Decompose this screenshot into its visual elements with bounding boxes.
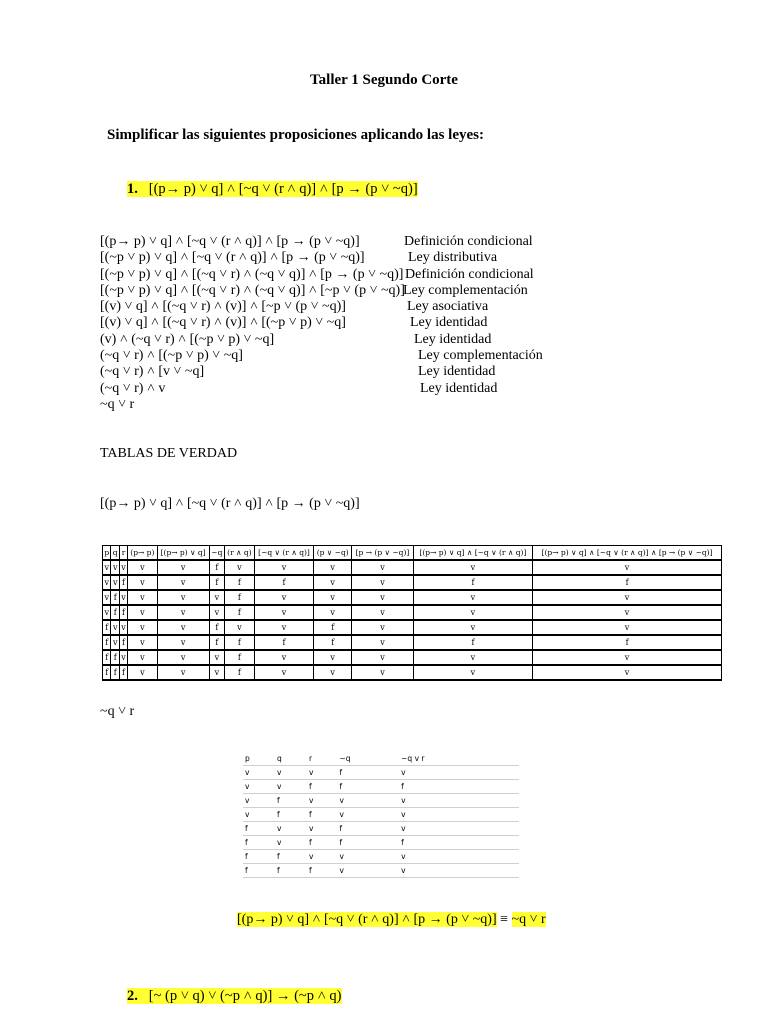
table-cell: v	[157, 620, 209, 635]
table-row	[103, 605, 722, 620]
equivalence-right: ~q ˅ r	[511, 912, 546, 927]
simplification-step: [(v) ˅ q] ˄ [(~q ˅ r) ˄ (v)] ˄ [(~p ˅ p) ˅ ~q]	[100, 315, 346, 331]
table-cell: f	[275, 794, 307, 808]
table-cell: f	[111, 590, 119, 605]
table-cell: v	[119, 560, 127, 575]
table-cell: f	[209, 620, 224, 635]
table-cell: v	[314, 605, 352, 620]
table-cell: v	[111, 635, 119, 650]
truth-table-header-row	[103, 546, 722, 561]
table-cell: v	[254, 590, 313, 605]
table-cell: v	[157, 560, 209, 575]
simplification-steps	[100, 234, 405, 413]
table-cell: v	[157, 650, 209, 665]
table-cell: v	[352, 590, 414, 605]
table-cell: v	[533, 620, 722, 635]
table-cell: v	[337, 864, 399, 878]
table-cell: v	[413, 650, 532, 665]
table-cell: v	[157, 665, 209, 680]
table-row	[243, 850, 519, 864]
table-cell: f	[254, 635, 313, 650]
table-cell: v	[337, 794, 399, 808]
table-cell: f	[224, 635, 254, 650]
law-label: Ley distributiva	[408, 250, 498, 266]
table-cell: v	[352, 635, 414, 650]
table-cell: f	[209, 635, 224, 650]
table-cell: v	[224, 620, 254, 635]
table-cell: v	[254, 560, 313, 575]
table-cell: v	[119, 620, 127, 635]
simplification-step: (~q ˅ r) ˄ [v ˅ ~q]	[100, 364, 205, 380]
table-cell: v	[533, 665, 722, 680]
table-cell: v	[128, 665, 157, 680]
simplified-table-body	[243, 766, 519, 878]
table-cell: v	[314, 650, 352, 665]
table-cell: f	[119, 665, 127, 680]
column-header: [(p→ p) ∨ q] ∧ [~q ∨ (r ∧ q)] ∧ [p → (p ∨ ~q)]	[533, 546, 722, 561]
column-header: p	[103, 546, 111, 561]
table-cell: f	[413, 575, 532, 590]
table-cell: v	[275, 822, 307, 836]
table-cell: v	[103, 560, 111, 575]
column-header: (p ∨ ~q)	[314, 546, 352, 561]
table-cell: f	[209, 575, 224, 590]
table-cell: v	[352, 605, 414, 620]
column-header: ~q	[337, 752, 399, 766]
table-cell: v	[128, 650, 157, 665]
problem-1-highlight	[127, 181, 418, 197]
table-cell: f	[314, 620, 352, 635]
column-header: q	[111, 546, 119, 561]
table-cell: v	[157, 590, 209, 605]
table-row	[103, 620, 722, 635]
table-cell: f	[243, 836, 275, 850]
law-label: Ley identidad	[410, 315, 488, 331]
table-cell: f	[337, 822, 399, 836]
column-header: ~q	[209, 546, 224, 561]
problem-2	[127, 988, 342, 1005]
table-cell: v	[413, 620, 532, 635]
table-cell: f	[275, 850, 307, 864]
table-cell: v	[352, 620, 414, 635]
table-cell: v	[307, 794, 338, 808]
table-cell: v	[399, 864, 519, 878]
table-cell: v	[128, 590, 157, 605]
table-cell: v	[314, 590, 352, 605]
table-cell: v	[352, 650, 414, 665]
equivalence-left: [(p→ p) ˅ q] ˄ [~q ˅ (r ˄ q)] ˄ [p → (p ˅ ~q)]	[237, 912, 497, 927]
column-header: (p→ p)	[128, 546, 157, 561]
table-cell: f	[224, 650, 254, 665]
table-cell: v	[243, 794, 275, 808]
table-cell: v	[243, 766, 275, 780]
table-cell: v	[399, 766, 519, 780]
table-cell: v	[399, 850, 519, 864]
table-cell: f	[119, 605, 127, 620]
table-row	[103, 650, 722, 665]
table-cell: v	[275, 766, 307, 780]
law-label: Ley identidad	[414, 331, 492, 347]
table-cell: v	[352, 560, 414, 575]
table-cell: v	[224, 560, 254, 575]
column-header: p	[243, 752, 275, 766]
table-cell: v	[103, 575, 111, 590]
table-cell: v	[413, 605, 532, 620]
table-cell: f	[119, 575, 127, 590]
simplification-step: [(p→ p) ˅ q] ˄ [~q ˅ (r ˄ q)] ˄ [p → (p ˅ ~q)]	[100, 234, 360, 249]
table-cell: f	[307, 808, 338, 822]
simplification-step: (~q ˅ r) ˄ [(~p ˅ p) ˅ ~q]	[100, 348, 243, 364]
simplification-step: [(~p ˅ p) ˅ q] ˄ [~q ˅ (r ˄ q)] ˄ [p → (p ˅ ~q)]	[100, 250, 365, 266]
table-cell: f	[224, 605, 254, 620]
table-row	[243, 794, 519, 808]
column-header: [p → (p ∨ ~q)]	[352, 546, 414, 561]
column-header: r	[307, 752, 338, 766]
table-cell: f	[111, 605, 119, 620]
truth-table-formula: [(p→ p) ˅ q] ˄ [~q ˅ (r ˄ q)] ˄ [p → (p ˅ ~q)]	[100, 496, 360, 511]
table-cell: f	[275, 808, 307, 822]
table-cell: f	[119, 635, 127, 650]
table-cell: f	[243, 864, 275, 878]
simplification-step: (~q ˅ r) ˄ v	[100, 380, 166, 396]
table-cell: f	[224, 590, 254, 605]
simplification-step: ~q ˅ r	[100, 396, 135, 412]
table-cell: f	[103, 665, 111, 680]
table-cell: v	[103, 590, 111, 605]
table-cell: v	[307, 822, 338, 836]
table-cell: v	[399, 808, 519, 822]
law-label: Definición condicional	[405, 266, 534, 282]
table-cell: v	[209, 590, 224, 605]
simplification-step: [(v) ˅ q] ˄ [(~q ˅ r) ˄ (v)] ˄ [~p ˅ (p ˅ ~q)]	[100, 299, 346, 315]
table-cell: v	[352, 575, 414, 590]
table-cell: v	[111, 575, 119, 590]
column-header: r	[119, 546, 127, 561]
table-cell: f	[103, 650, 111, 665]
table-cell: v	[275, 836, 307, 850]
table-cell: v	[128, 635, 157, 650]
table-cell: f	[307, 864, 338, 878]
table-cell: f	[103, 620, 111, 635]
table-cell: f	[224, 665, 254, 680]
table-cell: v	[352, 665, 414, 680]
law-label: Ley identidad	[420, 380, 498, 396]
truth-table-body	[103, 560, 722, 680]
table-cell: v	[209, 665, 224, 680]
table-row	[243, 780, 519, 794]
table-cell: v	[314, 560, 352, 575]
table-cell: f	[337, 780, 399, 794]
table-cell: v	[337, 850, 399, 864]
table-cell: v	[307, 850, 338, 864]
table-cell: f	[533, 635, 722, 650]
table-cell: v	[111, 620, 119, 635]
table-cell: v	[254, 620, 313, 635]
table-cell: f	[243, 850, 275, 864]
table-cell: f	[413, 635, 532, 650]
table-cell: f	[224, 575, 254, 590]
law-label: Ley identidad	[418, 364, 496, 380]
table-cell: f	[307, 836, 338, 850]
table-cell: v	[243, 808, 275, 822]
column-header: [(p→ p) ∨ q]	[157, 546, 209, 561]
table-cell: v	[209, 650, 224, 665]
table-row	[103, 635, 722, 650]
table-cell: v	[399, 822, 519, 836]
table-cell: f	[399, 836, 519, 850]
truth-tables-heading: TABLAS DE VERDAD	[100, 446, 238, 461]
table-cell: v	[128, 560, 157, 575]
table-row	[103, 590, 722, 605]
page-title: Taller 1 Segundo Corte	[310, 72, 458, 88]
instructions-heading: Simplificar las siguientes proposiciones aplicando las leyes:	[107, 127, 484, 143]
equivalence-symbol: ≡	[500, 912, 509, 927]
table-cell: v	[157, 575, 209, 590]
table-cell: f	[111, 665, 119, 680]
table-cell: f	[314, 635, 352, 650]
table-row	[103, 575, 722, 590]
table-cell: v	[254, 665, 313, 680]
table-cell: v	[128, 605, 157, 620]
table-cell: v	[157, 605, 209, 620]
table-cell: v	[254, 605, 313, 620]
truth-table-simplified	[243, 752, 519, 878]
table-cell: f	[275, 864, 307, 878]
table-cell: f	[307, 780, 338, 794]
table-cell: v	[533, 605, 722, 620]
column-header: [(p→ p) ∨ q] ∧ [~q ∨ (r ∧ q)]	[413, 546, 532, 561]
simplification-step: (v) ˄ (~q ˅ r) ˄ [(~p ˅ p) ˅ ~q]	[100, 331, 275, 347]
table-row	[243, 836, 519, 850]
simplified-table-header-row	[243, 752, 519, 766]
table-cell: v	[413, 590, 532, 605]
table-cell: f	[337, 836, 399, 850]
table-cell: f	[337, 766, 399, 780]
table-cell: f	[111, 650, 119, 665]
simplification-step: [(~p ˅ p) ˅ q] ˄ [(~q ˅ r) ˄ (~q ˅ q)] ˄ [p → (p ˅ ~q)]	[100, 266, 404, 282]
column-header: ~q v r	[399, 752, 519, 766]
table-cell: v	[128, 620, 157, 635]
problem-2-number: 2.	[127, 988, 138, 1004]
table-cell: v	[243, 780, 275, 794]
column-header: [~q ∨ (r ∧ q)]	[254, 546, 313, 561]
simplified-expression: ~q ˅ r	[100, 704, 135, 719]
table-cell: v	[275, 780, 307, 794]
simplification-step: [(~p ˅ p) ˅ q] ˄ [(~q ˅ r) ˄ (~q ˅ q)] ˄ [~p ˅ (p ˅ ~q)]	[100, 282, 405, 298]
law-label: Ley asociativa	[407, 299, 489, 315]
problem-1-number: 1.	[127, 181, 138, 197]
table-cell: v	[533, 590, 722, 605]
table-cell: f	[243, 822, 275, 836]
table-row	[243, 864, 519, 878]
law-label: Ley complementación	[418, 348, 543, 364]
table-row	[243, 808, 519, 822]
table-row	[243, 822, 519, 836]
problem-2-highlight	[127, 988, 342, 1004]
table-cell: v	[157, 635, 209, 650]
table-row	[243, 766, 519, 780]
table-cell: v	[314, 575, 352, 590]
law-label: Ley complementación	[403, 282, 528, 298]
table-cell: f	[399, 780, 519, 794]
table-row	[103, 560, 722, 575]
column-header: q	[275, 752, 307, 766]
table-cell: v	[254, 650, 313, 665]
table-cell: v	[307, 766, 338, 780]
table-cell: v	[413, 665, 532, 680]
table-cell: v	[103, 605, 111, 620]
table-cell: f	[209, 560, 224, 575]
table-cell: v	[314, 665, 352, 680]
table-cell: v	[111, 560, 119, 575]
table-cell: v	[533, 560, 722, 575]
table-cell: v	[413, 560, 532, 575]
equivalence-statement	[237, 912, 546, 928]
problem-1	[127, 181, 418, 198]
table-cell: f	[103, 635, 111, 650]
truth-table-full	[102, 545, 722, 681]
table-cell: v	[209, 605, 224, 620]
law-label: Definición condicional	[404, 234, 533, 249]
table-cell: v	[399, 794, 519, 808]
table-row	[103, 665, 722, 680]
table-cell: v	[128, 575, 157, 590]
table-cell: v	[119, 650, 127, 665]
table-cell: v	[533, 650, 722, 665]
problem-1-expression: [(p→ p) ˅ q] ˄ [~q ˅ (r ˄ q)] ˄ [p → (p ˅ ~q)]	[148, 181, 418, 197]
table-cell: f	[533, 575, 722, 590]
table-cell: v	[337, 808, 399, 822]
table-cell: v	[119, 590, 127, 605]
table-cell: f	[254, 575, 313, 590]
problem-2-expression: [~ (p ˅ q) ˅ (~p ˄ q)] → (~p ˄ q)	[148, 988, 342, 1004]
column-header: (r ∧ q)	[224, 546, 254, 561]
